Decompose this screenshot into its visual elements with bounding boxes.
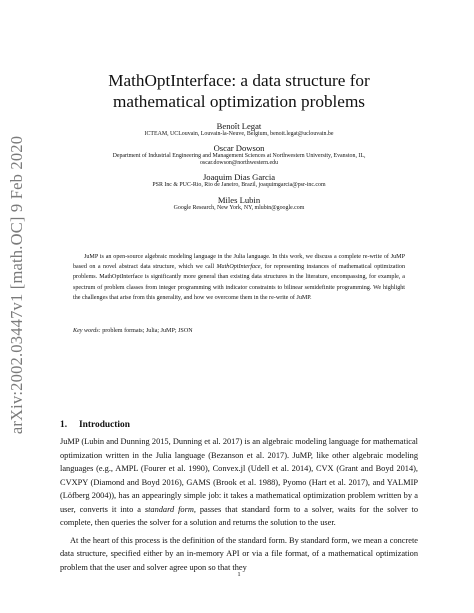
author-affiliation: PSR Inc & PUC-Rio, Rio de Janeiro, Brazil, joaquimgarcia@psr-inc.com <box>152 182 326 188</box>
author-block <box>60 195 418 212</box>
paper-title: MathOptInterface: a data structure for mathematical optimization problems <box>108 71 370 111</box>
author-block <box>60 172 418 189</box>
abstract-text <box>73 252 405 303</box>
keywords <box>73 327 405 336</box>
author-affiliation: Department of Industrial Engineering and Management Sciences at Northwestern University, Evanston, IL, oscar.dowson@northwestern.edu <box>112 153 366 167</box>
intro-p1-emphasis: standard form <box>144 504 194 514</box>
intro-paragraph: At the heart of this process is the definition of the standard form. By standard form, we mean a concrete data structure, specified either by an in-memory API or via a file format, of a mathematical optimization problem that the user and solver agree upon so that they <box>60 535 418 572</box>
arxiv-identifier-stamp <box>2 75 32 495</box>
author-affiliation: Google Research, New York, NY, mlubin@google.com <box>173 205 305 211</box>
author-name: Benoît Legat <box>216 121 262 131</box>
section-heading <box>60 420 130 430</box>
author-block <box>60 143 418 167</box>
abstract-emphasis: MathOptInterface <box>216 264 261 271</box>
keywords-label: Key words: <box>73 328 101 334</box>
section-number: 1. <box>60 420 68 430</box>
author-block <box>60 121 418 138</box>
author-affiliation: ICTEAM, UCLouvain, Louvain-la-Neuve, Belgium, benoit.legat@uclouvain.be <box>144 131 334 137</box>
author-name: Joaquim Dias Garcia <box>202 172 276 182</box>
abstract <box>73 252 405 303</box>
intro-paragraph <box>60 435 418 530</box>
intro-p1-text: JuMP (Lubin and Dunning 2015, Dunning et al. 2017) is an algebraic modeling language for mathematical optimization written in the Julia language (Bezanson et al. 2017). JuMP, like other algebraic modeling languages (e.g., AMPL (Fourer et al. 1990), Convex.jl (Udell et al. 2014), CVX (Grant and Boyd 2014), CVXPY (Diamond and Boyd 2016), GAMS (Brook et al. 1988), Pyomo (Hart et al. 2017), and YALMIP (Löfberg 2004)), has an appearingly simple job: it takes a mathematical optimization problem written by a user, converts it into a <box>60 437 418 514</box>
keywords-text: problem formats; Julia; JuMP; JSON <box>102 328 193 334</box>
abstract-part-1: JuMP is an open-source algebraic modeling language in the Julia language. In this work, we discuss a complete re-write of JuMP based on a novel abstract data structure, which we call <box>73 254 405 271</box>
section-title: Introduction <box>79 420 130 430</box>
abstract-part-2: , for representing instances of mathematical optimization problems. MathOptInterface is significantly more general than existing data structures in the literature, encompassing, for example, a spectrum of problem classes from integer programming with indicator constraints to bilinear semidefinite programming. We highlight the challenges that arise from this generality, and how we overcome them in the re-write of JuMP. <box>73 264 405 301</box>
introduction-body <box>60 435 418 578</box>
arxiv-identifier-text: arXiv:2002.03447v1 [math.OC] 9 Feb 2020 <box>7 135 27 435</box>
intro-p1-end: , passes that standard form to a solver, waits for the solver to complete, then queries the solver for a solution and returns the solution to the user. <box>60 504 419 528</box>
author-name: Miles Lubin <box>217 195 261 205</box>
page-number: 1 <box>237 571 241 578</box>
author-name: Oscar Dowson <box>213 143 265 153</box>
